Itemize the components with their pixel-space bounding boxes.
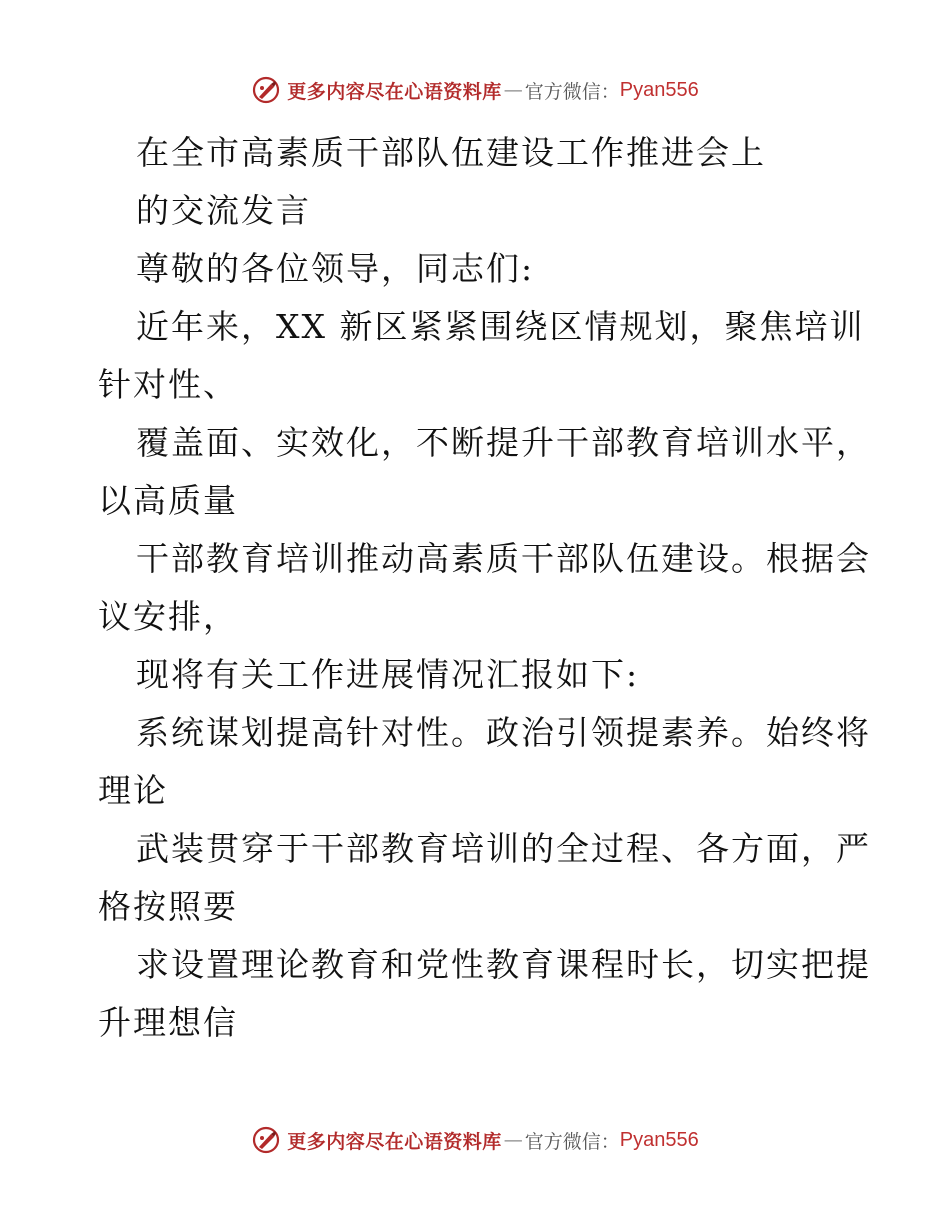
paragraph-line: 武装贯穿于干部教育培训的全过程、各方面，严 [136,829,871,868]
paragraph-line: 升理想信 [98,1003,238,1042]
paragraph-line: 近年来，XX 新区紧紧围绕区情规划，聚焦培训 [136,307,865,346]
paragraph-line: 系统谋划提高针对性。政治引领提素养。始终将 [136,713,871,752]
paragraph-line: 理论 [98,771,168,810]
paragraph-line: 议安排， [98,597,238,636]
watermark-dash: — [503,79,523,101]
quill-seal-icon [251,1125,281,1155]
quill-seal-icon [251,75,281,105]
watermark-dash: — [503,1129,523,1151]
watermark-brand-text: 更多内容尽在心语资料库 [287,1130,502,1153]
paragraph-line: 针对性、 [98,365,238,404]
watermark-official-label: 官方微信： [524,80,620,103]
paragraph-line: 求设置理论教育和党性教育课程时长，切实把提 [136,945,871,984]
watermark-official-label: 官方微信： [524,1130,620,1153]
paragraph-line: 覆盖面、实效化，不断提升干部教育培训水平， [136,423,871,462]
header-watermark [0,70,950,110]
footer-watermark [0,1120,950,1160]
paragraph-line: 干部教育培训推动高素质干部队伍建设。根据会 [136,539,871,578]
watermark-brand-text: 更多内容尽在心语资料库 [287,80,502,103]
document-title-line-1: 在全市高素质干部队伍建设工作推进会上 [136,133,766,172]
salutation: 尊敬的各位领导，同志们: [136,249,535,288]
paragraph-line: 格按照要 [98,887,238,926]
watermark-wechat-id: Pyan556 [619,78,699,101]
document-body [98,124,898,1052]
paragraph-line: 以高质量 [98,481,238,520]
watermark-wechat-id: Pyan556 [619,1128,699,1151]
document-title-line-2: 的交流发言 [136,191,311,230]
paragraph-line: 现将有关工作进展情况汇报如下: [136,655,640,694]
